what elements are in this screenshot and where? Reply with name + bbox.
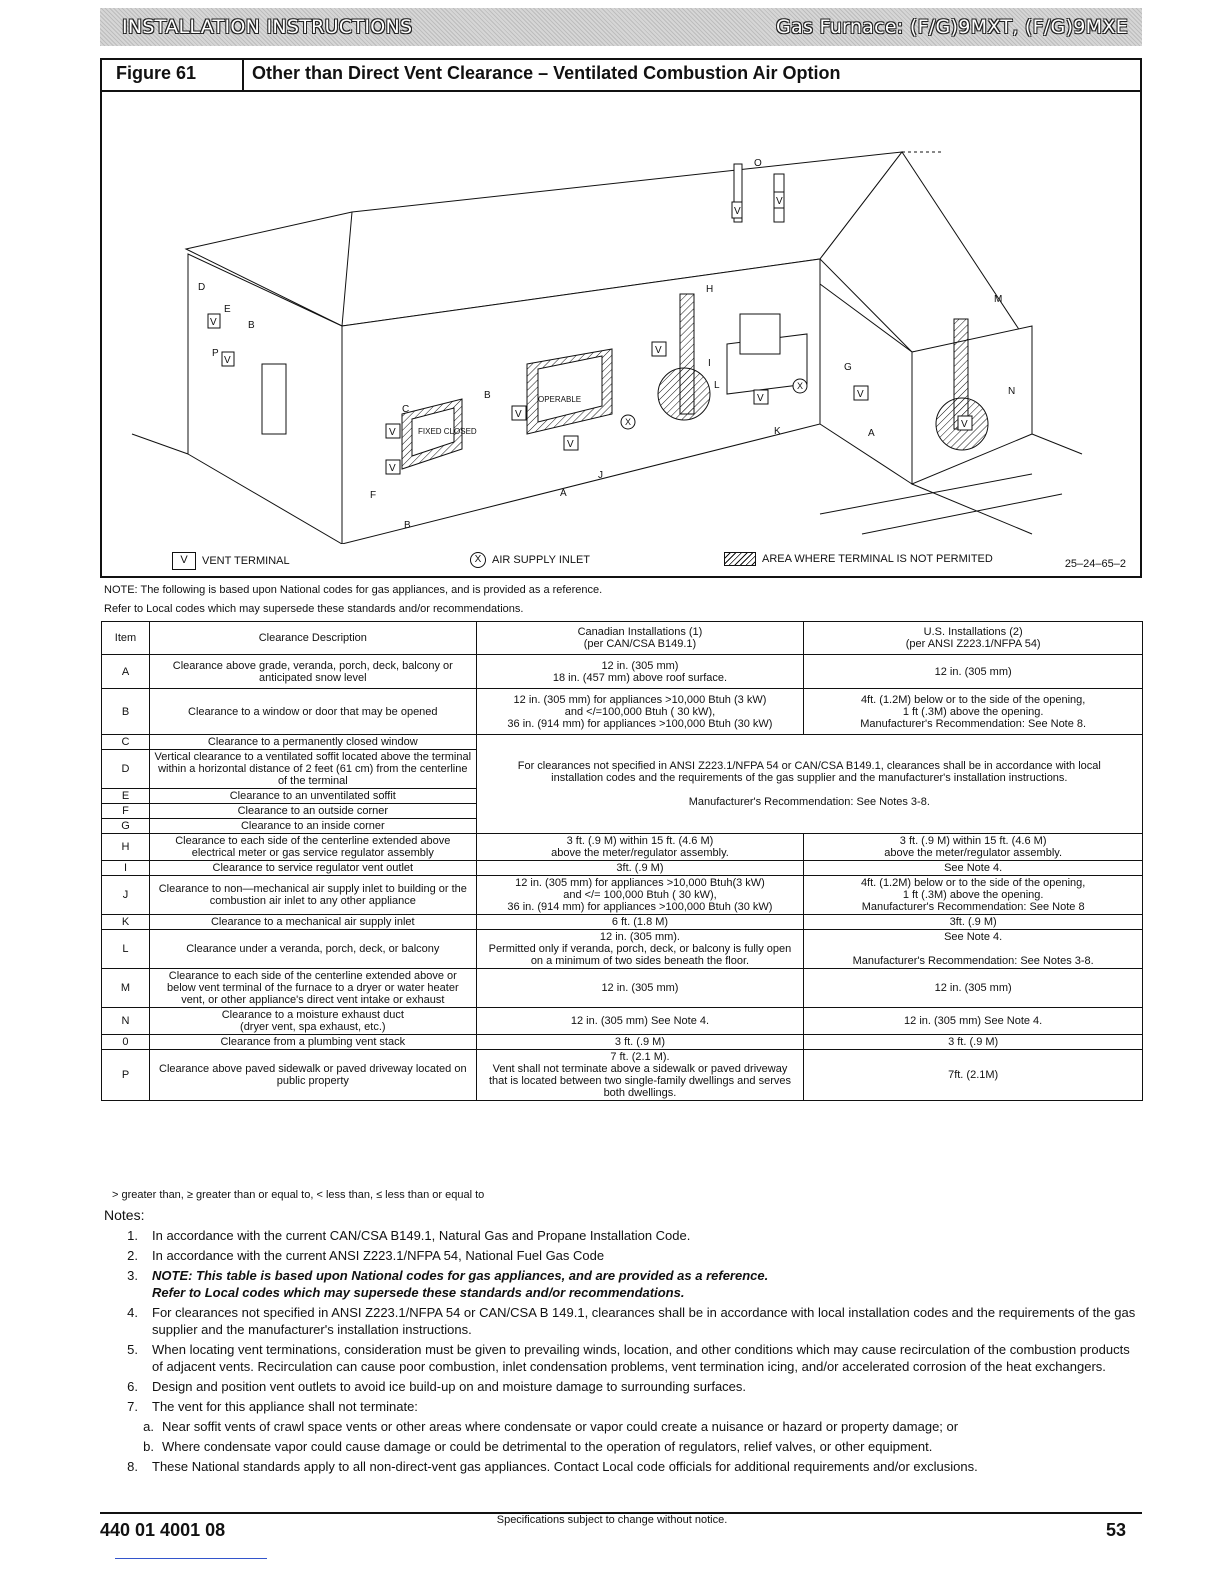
cell-us: See Note 4.	[804, 861, 1143, 876]
meter-zone	[658, 368, 710, 420]
cell-item: E	[102, 789, 150, 804]
cell-item: P	[102, 1050, 150, 1101]
label-B-top: B	[248, 320, 255, 331]
legend-air-supply	[470, 552, 590, 568]
label-N: N	[1008, 386, 1016, 397]
note-text: For clearances not specified in ANSI Z223.1/NFPA 54 or CAN/CSA B 149.1, clearances shall be in accordance with local installation codes and the requirements of the gas supplier and the manufacturer's installation instructions.	[152, 1305, 1136, 1337]
table-row-K	[102, 915, 1143, 930]
note-4	[104, 1304, 1144, 1338]
cell-item: H	[102, 834, 150, 861]
figure-61	[100, 58, 1142, 578]
cell-item: M	[102, 969, 150, 1008]
label-B-bottom: B	[404, 520, 411, 531]
cell-us: 3 ft. (.9 M) within 15 ft. (4.6 M) above the meter/regulator assembly.	[804, 834, 1143, 861]
cell-desc: Clearance above paved sidewalk or paved driveway located on public property	[149, 1050, 476, 1101]
cell-item: B	[102, 689, 150, 735]
label-E: E	[224, 304, 231, 315]
label-F: F	[370, 490, 377, 501]
cell-item: F	[102, 804, 150, 819]
cell-can: 3 ft. (.9 M) within 15 ft. (4.6 M) above the meter/regulator assembly.	[476, 834, 804, 861]
legend-air-label: AIR SUPPLY INLET	[492, 554, 591, 566]
note-text: Near soffit vents of crawl space vents or other areas where condensate or vapor could create a nuisance or hazard or property damage; or	[162, 1419, 959, 1434]
air-inlet-marker-1: X	[625, 417, 632, 427]
cell-desc: Clearance under a veranda, porch, deck, or balcony	[149, 930, 476, 969]
cell-desc: Clearance to each side of the centerline extended above electrical meter or gas service regulator assembly	[149, 834, 476, 861]
label-operable: OPERABLE	[538, 395, 582, 404]
cell-desc: Clearance above grade, veranda, porch, deck, balcony or anticipated snow level	[149, 655, 476, 689]
note-text: When locating vent terminations, consideration must be given to prevailing winds, location, and other conditions which may cause recirculation of the combustion products of adjacent vents. Recirculation can cause poor combustion, inlet condensation problems, vent termination icing, and/or accelerated corrosion of the heat exchangers.	[152, 1342, 1130, 1374]
symbol-legend: > greater than, ≥ greater than or equal to, < less than, ≤ less than or equal to	[112, 1189, 485, 1201]
door	[262, 364, 286, 434]
note-number: 7.	[127, 1399, 138, 1414]
cell-can: 12 in. (305 mm) See Note 4.	[476, 1008, 804, 1035]
cell-can: 3ft. (.9 M)	[476, 861, 804, 876]
note-text: Where condensate vapor could cause damage or could be detrimental to the operation of regulators, relief valves, or other equipment.	[162, 1439, 933, 1454]
note-1	[104, 1227, 1144, 1244]
cell-us: 12 in. (305 mm)	[804, 969, 1143, 1008]
cell-desc: Clearance to a permanently closed window	[149, 735, 476, 750]
cell-can: 3 ft. (.9 M)	[476, 1035, 804, 1050]
cell-item: I	[102, 861, 150, 876]
cell-desc: Clearance to a window or door that may be opened	[149, 689, 476, 735]
cell-desc: Clearance to an unventilated soffit	[149, 789, 476, 804]
note-text: In accordance with the current CAN/CSA B149.1, Natural Gas and Propane Installation Code.	[152, 1228, 691, 1243]
legend-restricted-area	[724, 552, 993, 566]
figure-number: Figure 61	[102, 60, 244, 90]
vent-marker-3: V	[655, 345, 662, 356]
table-row-B	[102, 689, 1143, 735]
header-right-title: Gas Furnace: (F/G)9MXT, (F/G)9MXE	[776, 16, 1128, 38]
note-text: These National standards apply to all non-direct-vent gas appliances. Contact Local code officials for additional requirements and/or exclusions.	[152, 1459, 978, 1474]
vent-marker-1: V	[734, 206, 741, 217]
note-number: 8.	[127, 1459, 138, 1474]
table-row-H	[102, 834, 1143, 861]
cell-can: 6 ft. (1.8 M)	[476, 915, 804, 930]
label-A-right: A	[868, 428, 875, 439]
vent-marker-9: V	[857, 389, 864, 400]
table-row-P	[102, 1050, 1143, 1101]
note-number: 5.	[127, 1342, 138, 1357]
cell-can: 7 ft. (2.1 M). Vent shall not terminate above a sidewalk or paved driveway that is located between two single-family dwellings and serves both dwellings.	[476, 1050, 804, 1101]
col-header-desc: Clearance Description	[149, 622, 476, 655]
vent-marker-12: V	[224, 355, 231, 366]
cell-desc: Clearance to each side of the centerline extended above or below vent terminal of the furnace to a dryer or water heater vent, or other appliance's direct vent intake or exhaust	[149, 969, 476, 1008]
notes-section	[104, 1207, 1144, 1478]
note-3	[104, 1267, 1144, 1301]
footer-disclaimer: Specifications subject to change without notice.	[496, 1514, 728, 1526]
cell-desc: Clearance to an inside corner	[149, 819, 476, 834]
table-row-N	[102, 1008, 1143, 1035]
note-number: 4.	[127, 1305, 138, 1320]
vent-marker-2: V	[776, 196, 783, 207]
note-3-line-2: Refer to Local codes which may supersede these standards and/or recommendations.	[152, 1285, 685, 1300]
label-D: D	[198, 282, 206, 293]
note-number: b.	[143, 1439, 154, 1454]
cell-desc: Clearance from a plumbing vent stack	[149, 1035, 476, 1050]
label-C: C	[402, 404, 410, 415]
note-2	[104, 1247, 1144, 1264]
legend-area-label: AREA WHERE TERMINAL IS NOT PERMITED	[762, 553, 993, 565]
figure-title: Other than Direct Vent Clearance – Ventilated Combustion Air Option	[252, 63, 841, 83]
vent-marker-10: V	[961, 419, 968, 430]
label-O: O	[754, 158, 762, 169]
note-text	[152, 1267, 1144, 1301]
figure-title-bar	[102, 60, 1140, 92]
label-I: I	[708, 358, 711, 369]
page-number: 53	[1105, 1520, 1126, 1540]
table-row-C	[102, 735, 1143, 750]
label-G: G	[844, 362, 852, 373]
vent-terminal-icon: V	[172, 552, 196, 570]
vent-marker-6: V	[515, 409, 522, 420]
note-number: 1.	[127, 1228, 138, 1243]
vent-marker-8: V	[757, 393, 764, 404]
note-7a	[104, 1418, 1144, 1435]
cell-us: 4ft. (1.2M) below or to the side of the opening, 1 ft (.3M) above the opening. Manufacturer's Recommendation: See Note 8	[804, 876, 1143, 915]
note-7b	[104, 1438, 1144, 1455]
cell-us: 3ft. (.9 M)	[804, 915, 1143, 930]
label-P: P	[212, 348, 219, 359]
cell-desc: Clearance to service regulator vent outlet	[149, 861, 476, 876]
legend-vent-label: VENT TERMINAL	[202, 555, 290, 567]
table-row-A	[102, 655, 1143, 689]
label-M: M	[994, 294, 1003, 305]
cell-can: 12 in. (305 mm) for appliances >10,000 Btuh(3 kW) and </= 100,000 Btuh ( 30 kW), 36 in. (914 mm) for appliances >100,000 Btuh (30 kW)	[476, 876, 804, 915]
table-row-I	[102, 861, 1143, 876]
col-header-us: U.S. Installations (2) (per ANSI Z223.1/NFPA 54)	[804, 622, 1143, 655]
note-number: 3.	[127, 1268, 138, 1283]
cell-merged-local-codes: For clearances not specified in ANSI Z223.1/NFPA 54 or CAN/CSA B149.1, clearances shall be in accordance with local installation codes and the requirements of the gas supplier and the manufacturer's installation instructions. Manufacturer's Recommendation: See Notes 3-8.	[476, 735, 1142, 834]
air-inlet-marker-2: X	[797, 381, 804, 391]
legend-vent-terminal	[172, 552, 290, 570]
note-text: Design and position vent outlets to avoid ice build-up on and moisture damage to surrounding surfaces.	[152, 1379, 747, 1394]
cell-item: A	[102, 655, 150, 689]
cell-desc: Clearance to an outside corner	[149, 804, 476, 819]
note-3-line-1: NOTE: This table is based upon National codes for gas appliances, and are provided as a reference.	[152, 1268, 769, 1283]
cell-item: C	[102, 735, 150, 750]
cell-item: L	[102, 930, 150, 969]
cell-desc: Clearance to non—mechanical air supply inlet to building or the combustion air inlet to any other appliance	[149, 876, 476, 915]
note-text: In accordance with the current ANSI Z223.1/NFPA 54, National Fuel Gas Code	[152, 1248, 605, 1263]
vent-marker-4: V	[389, 427, 396, 438]
col-header-item: Item	[102, 622, 150, 655]
cell-us: 7ft. (2.1M)	[804, 1050, 1143, 1101]
cell-us: See Note 4. Manufacturer's Recommendation: See Notes 3-8.	[804, 930, 1143, 969]
note-number: 6.	[127, 1379, 138, 1394]
figure-code: 25–24–65–2	[1064, 558, 1126, 570]
cell-item: G	[102, 819, 150, 834]
note-8	[104, 1458, 1144, 1475]
table-row-L	[102, 930, 1143, 969]
vent-clearance-diagram	[102, 94, 1140, 544]
label-L: L	[714, 380, 720, 391]
label-A: A	[560, 488, 567, 499]
table-row-J	[102, 876, 1143, 915]
sidewalk	[820, 474, 1032, 514]
label-J: J	[598, 470, 603, 481]
cell-us: 12 in. (305 mm) See Note 4.	[804, 1008, 1143, 1035]
cell-us: 4ft. (1.2M) below or to the side of the opening, 1 ft (.3M) above the opening. Manufacturer's Recommendation: See Note 8.	[804, 689, 1143, 735]
clearance-table	[101, 621, 1143, 1101]
footer-link-underline	[115, 1558, 267, 1559]
cell-item: J	[102, 876, 150, 915]
note-number: a.	[143, 1419, 154, 1434]
cell-desc: Vertical clearance to a ventilated soffit located above the terminal within a horizontal distance of 2 feet (61 cm) from the centerline of the terminal	[149, 750, 476, 789]
cell-us: 3 ft. (.9 M)	[804, 1035, 1143, 1050]
note-7	[104, 1398, 1144, 1415]
cell-can: 12 in. (305 mm) for appliances >10,000 Btuh (3 kW) and </=100,000 Btuh ( 30 kW), 36 in. (914 mm) for appliances >100,000 Btuh (30 kW)	[476, 689, 804, 735]
cell-item: K	[102, 915, 150, 930]
note-6	[104, 1378, 1144, 1395]
note-text: The vent for this appliance shall not terminate:	[152, 1399, 418, 1414]
label-K: K	[774, 426, 781, 437]
label-B-center: B	[484, 390, 491, 401]
cell-can: 12 in. (305 mm) 18 in. (457 mm) above roof surface.	[476, 655, 804, 689]
note-5	[104, 1341, 1144, 1375]
hatched-area-icon	[724, 552, 756, 566]
cell-item: D	[102, 750, 150, 789]
table-row-O	[102, 1035, 1143, 1050]
note-line-1: NOTE: The following is based upon National codes for gas appliances, and is provided as a reference.	[104, 584, 603, 596]
cell-item: N	[102, 1008, 150, 1035]
col-header-can: Canadian Installations (1) (per CAN/CSA B149.1)	[476, 622, 804, 655]
page-header	[100, 8, 1142, 46]
cell-can: 12 in. (305 mm)	[476, 969, 804, 1008]
air-supply-icon: X	[470, 552, 486, 568]
table-row-M	[102, 969, 1143, 1008]
vent-marker-5: V	[389, 463, 396, 474]
document-number: 440 01 4001 08	[100, 1520, 226, 1540]
cell-us: 12 in. (305 mm)	[804, 655, 1143, 689]
notes-heading: Notes:	[104, 1207, 145, 1223]
cell-desc: Clearance to a mechanical air supply inlet	[149, 915, 476, 930]
cell-desc: Clearance to a moisture exhaust duct (dryer vent, spa exhaust, etc.)	[149, 1008, 476, 1035]
cell-item: 0	[102, 1035, 150, 1050]
vent-marker-7: V	[567, 439, 574, 450]
vent-marker-11: V	[210, 317, 217, 328]
note-line-2: Refer to Local codes which may supersede these standards and/or recommendations.	[104, 603, 524, 615]
header-left-title: INSTALLATION INSTRUCTIONS	[122, 16, 413, 38]
note-number: 2.	[127, 1248, 138, 1263]
label-H: H	[706, 284, 714, 295]
cell-can: 12 in. (305 mm). Permitted only if veranda, porch, deck, or balcony is fully open on a minimum of two sides beneath the floor.	[476, 930, 804, 969]
table-header-row	[102, 622, 1143, 655]
label-fixed-closed: FIXED CLOSED	[418, 427, 477, 436]
